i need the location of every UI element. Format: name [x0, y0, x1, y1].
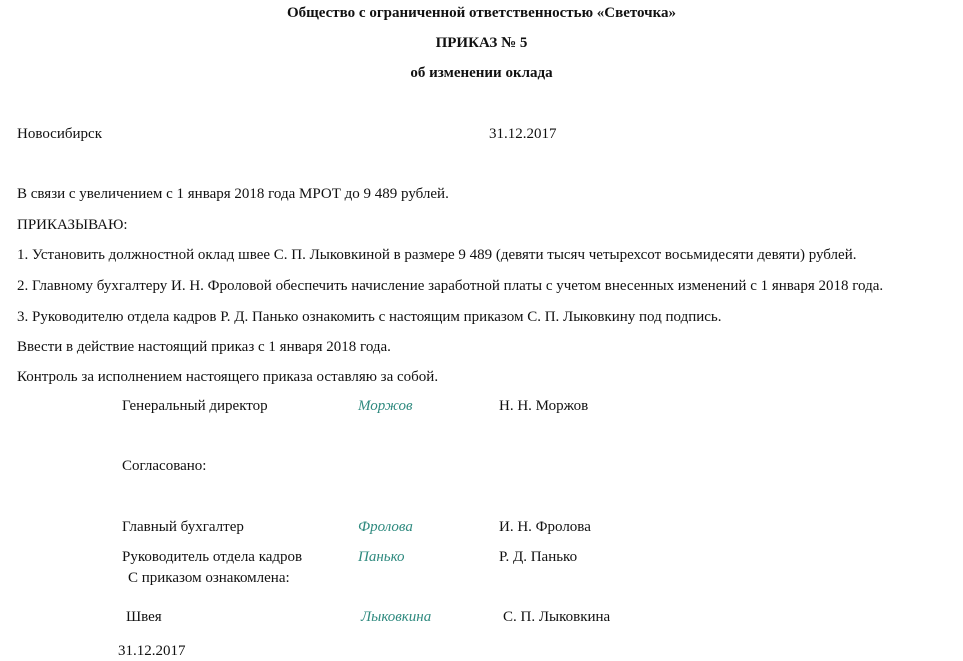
director-signature: Моржов	[358, 398, 413, 414]
order-word: ПРИКАЗЫВАЮ:	[17, 217, 128, 233]
acquaintance-label: С приказом ознакомлена:	[128, 570, 290, 586]
director-position: Генеральный директор	[122, 398, 268, 414]
employee-name: С. П. Лыковкина	[503, 609, 611, 625]
order-item: 3. Руководителю отдела кадров Р. Д. Панько ознакомить с настоящим приказом С. П. Лыковкину под подпись.	[17, 309, 722, 325]
approver-position: Руководитель отдела кадров	[122, 549, 303, 565]
order-item: 1. Установить должностной оклад швее С. П. Лыковкиной в размере 9 489 (девяти тысяч четырехсот восьмидесяти девяти) рублей.	[17, 247, 857, 263]
city: Новосибирск	[17, 126, 102, 142]
employee-signature: Лыковкина	[361, 609, 432, 625]
director-name: Н. Н. Моржов	[499, 398, 589, 414]
control-clause: Контроль за исполнением настоящего приказа оставляю за собой.	[17, 369, 439, 385]
preamble: В связи с увеличением с 1 января 2018 года МРОТ до 9 489 рублей.	[17, 186, 449, 202]
acquaintance-date: 31.12.2017	[118, 643, 186, 659]
approval-label: Согласовано:	[122, 458, 207, 474]
approver-name: Р. Д. Панько	[499, 549, 578, 565]
order-subject: об изменении оклада	[410, 65, 553, 81]
employee-position: Швея	[126, 609, 162, 625]
approver-signature: Панько	[358, 549, 405, 565]
order-item: 2. Главному бухгалтеру И. Н. Фроловой обеспечить начисление заработной платы с учетом внесенных изменений с 1 января 2018 года.	[17, 278, 884, 294]
approver-position: Главный бухгалтер	[122, 519, 244, 535]
effective-clause: Ввести в действие настоящий приказ с 1 января 2018 года.	[17, 339, 391, 355]
order-date: 31.12.2017	[489, 126, 557, 142]
company-name: Общество с ограниченной ответственностью «Светочка»	[286, 5, 677, 21]
approver-name: И. Н. Фролова	[499, 519, 591, 535]
order-title: ПРИКАЗ № 5	[435, 35, 528, 51]
approver-signature: Фролова	[358, 519, 413, 535]
